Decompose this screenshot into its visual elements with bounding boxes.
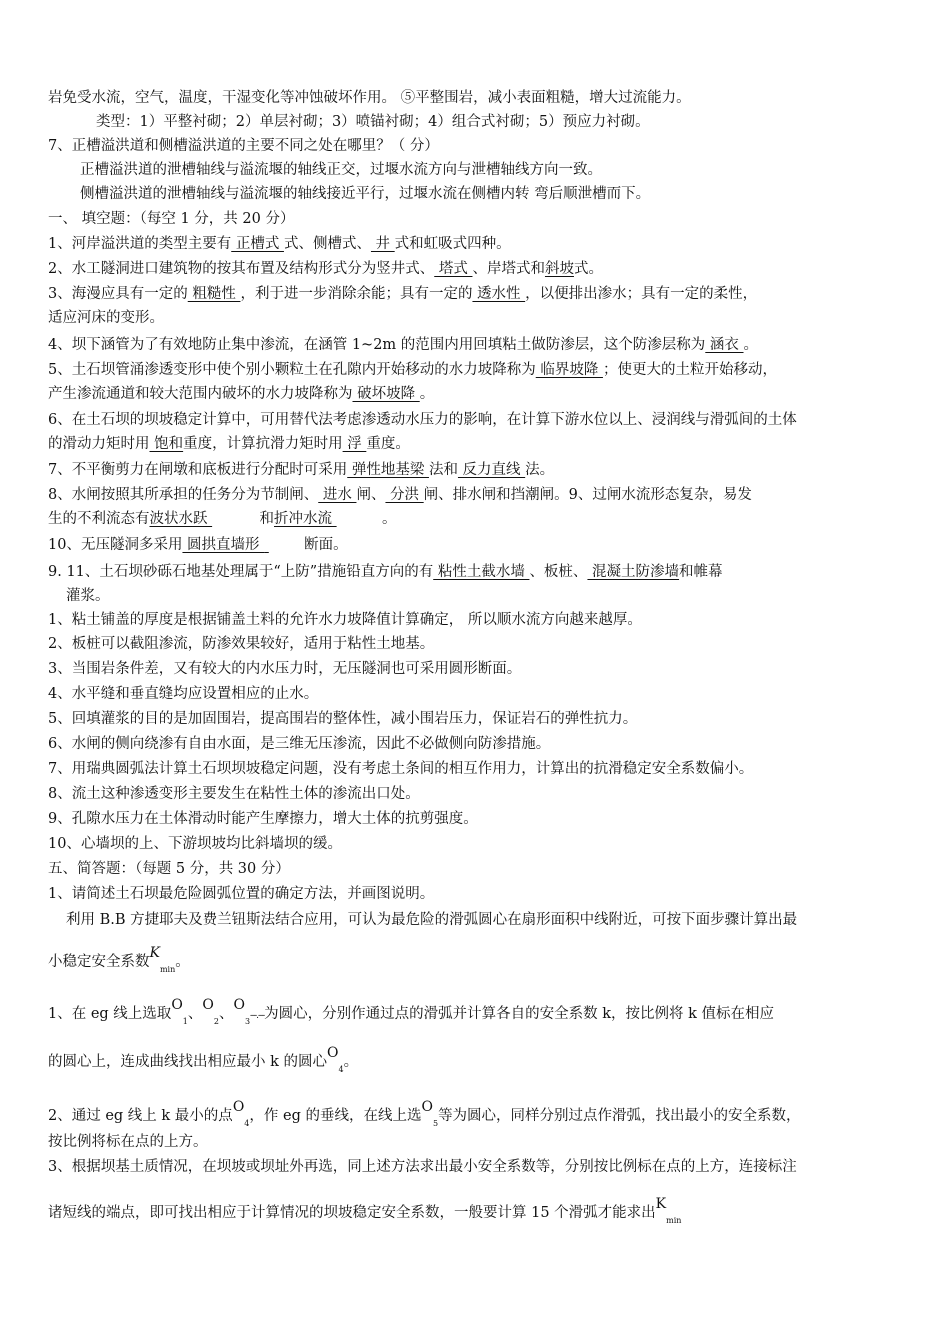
answer-blank: 临界坡降 bbox=[535, 362, 603, 378]
symbol: O bbox=[327, 1045, 339, 1061]
text: 断面。 bbox=[304, 537, 348, 553]
judgment-item bbox=[48, 809, 908, 829]
text-line bbox=[48, 1099, 908, 1132]
answer-blank: 斜坡 bbox=[544, 261, 574, 277]
answer-blank: 波状水跃 bbox=[149, 511, 208, 527]
text: 。 bbox=[382, 511, 397, 527]
text: 法。 bbox=[525, 462, 555, 478]
text: 1、在 eg 线上选取 bbox=[48, 1006, 172, 1022]
text: 6、水闸的侧向绕渗有自由水面，是三维无压渗流，因此不必做侧向防渗措施。 bbox=[48, 736, 551, 752]
fill-blank-item bbox=[48, 384, 908, 404]
question-heading bbox=[48, 884, 908, 904]
k-min-symbol bbox=[149, 945, 176, 974]
section-heading bbox=[48, 859, 908, 879]
text: 一、 填空题：（每空 1 分，共 20 分） bbox=[48, 211, 295, 227]
symbol: O bbox=[232, 1099, 245, 1115]
text: 4、水平缝和垂直缝均应设置相应的止水。 bbox=[48, 686, 319, 702]
judgment-item bbox=[48, 659, 908, 679]
symbol: O bbox=[171, 997, 183, 1013]
text: 和帷幕 bbox=[679, 564, 723, 580]
text: 3、当围岩条件差，又有较大的内水压力时，无压隧洞也可采用圆形断面。 bbox=[48, 661, 522, 677]
text: 类型：1）平整衬砌；2）单层衬砌；3）喷锚衬砌；4）组合式衬砌；5）预应力衬砌。 bbox=[96, 114, 650, 130]
judgment-item bbox=[48, 684, 908, 704]
text-line bbox=[48, 410, 908, 430]
dashes: ---.--- bbox=[250, 1011, 265, 1021]
question-heading bbox=[48, 136, 908, 156]
judgment-item bbox=[48, 834, 908, 854]
text: 5、回填灌浆的目的是加固围岩，提高围岩的整体性，减小围岩压力，保证岩石的弹性抗力。 bbox=[48, 711, 638, 727]
text: 5、土石坝管涌渗透变形中使个别小颗粒土在孔隙内开始移动的水力坡降称为 bbox=[48, 362, 536, 378]
text: 6、在土石坝的坝坡稳定计算中，可用替代法考虑渗透动水压力的影响，在计算下游水位以上、浸润线与滑弧间的土体 bbox=[48, 412, 797, 428]
text: 正槽溢洪道的泄槽轴线与溢流堰的轴线正交，过堰水流方向与泄槽轴线方向一致。 bbox=[80, 162, 602, 178]
text-line bbox=[48, 1196, 908, 1229]
text: 7、不平衡剪力在闸墩和底板进行分配时可采用 bbox=[48, 462, 348, 478]
symbol: K bbox=[655, 1196, 667, 1212]
text: 。 bbox=[743, 337, 759, 353]
text: 利用 B.B 方捷耶夫及费兰钮斯法结合应用，可认为最危险的滑弧圆心在扇形面积中线附近，可按下面步骤计算出最 bbox=[66, 912, 798, 928]
fill-blank-item bbox=[48, 509, 908, 529]
text: 7、正槽溢洪道和侧槽溢洪道的主要不同之处在哪里？（ 分） bbox=[48, 138, 439, 154]
o1-symbol bbox=[171, 997, 188, 1026]
text-line bbox=[48, 1045, 908, 1078]
text: 、 bbox=[187, 1006, 203, 1022]
text-line bbox=[48, 1157, 908, 1177]
fill-blank-item bbox=[48, 434, 908, 454]
text: 2、通过 eg 线上 k 最小的点 bbox=[48, 1108, 233, 1124]
text: 的圆心上，连成曲线找出相应最小 k 的圆心 bbox=[48, 1054, 328, 1070]
answer-blank: 破坏坡降 bbox=[352, 386, 420, 402]
text: 生的不利流态有 bbox=[48, 511, 150, 527]
fill-blank-item bbox=[48, 562, 908, 582]
k-min-symbol bbox=[655, 1196, 682, 1225]
subscript: 1 bbox=[182, 1016, 188, 1026]
text: 3、根据坝基土质情况，在坝坡或坝址外再选，同上述方法求出最小安全系数等，分别按比例标在点的上方，连接标注 bbox=[48, 1159, 797, 1175]
answer-blank: 塔式 bbox=[434, 261, 473, 277]
text: ，利于进一步消除余能；具有一定的 bbox=[240, 286, 473, 302]
text: 适应河床的变形。 bbox=[48, 310, 164, 326]
text-line bbox=[48, 88, 908, 108]
fill-blank-item bbox=[48, 335, 908, 355]
text: 五、简答题：（每题 5 分，共 30 分） bbox=[48, 861, 290, 877]
answer-blank: 混凝土防渗墙 bbox=[587, 564, 680, 580]
text: 式。 bbox=[573, 261, 603, 277]
o2-symbol bbox=[202, 997, 219, 1026]
judgment-item bbox=[48, 709, 908, 729]
judgment-item bbox=[48, 759, 908, 779]
text: 法和 bbox=[428, 462, 458, 478]
text-line bbox=[80, 160, 940, 180]
subscript: 4 bbox=[338, 1064, 344, 1074]
fill-blank-item bbox=[48, 535, 908, 555]
answer-blank: 折冲水流 bbox=[274, 511, 332, 527]
answer-blank: 弹性地基梁 bbox=[347, 462, 429, 478]
answer-blank: 粗糙性 bbox=[187, 286, 241, 302]
subscript: 5 bbox=[432, 1118, 439, 1128]
answer-blank: 透水性 bbox=[472, 286, 526, 302]
text: 。 bbox=[419, 386, 435, 402]
o4-symbol bbox=[232, 1099, 250, 1128]
text: 9. 11、土石坝砂砾石地基处理属于“上防”措施铅直方向的有 bbox=[48, 564, 434, 580]
text: 式、侧槽式、 bbox=[283, 236, 371, 252]
text: 重度。 bbox=[366, 436, 410, 452]
text: 8、流土这种渗透变形主要发生在粘性土体的渗流出口处。 bbox=[48, 786, 420, 802]
text-line bbox=[48, 945, 908, 978]
text: 式和虹吸式四种。 bbox=[394, 236, 511, 252]
text: ，作 eg 的垂线，在线上选 bbox=[249, 1108, 422, 1124]
symbol: O bbox=[421, 1099, 433, 1115]
text: 的滑动力矩时用 bbox=[48, 436, 150, 452]
text: 10、心墙坝的上、下游坝坡均比斜墙坝的缓。 bbox=[48, 836, 342, 852]
o3-symbol bbox=[233, 997, 265, 1026]
answer-blank: 饱和 bbox=[149, 436, 184, 452]
symbol: K bbox=[149, 945, 160, 961]
text: 8、水闸按照其所承担的任务分为节制闸、 bbox=[48, 487, 319, 503]
answer-blank: 涵衣 bbox=[705, 337, 744, 353]
fill-blank-item bbox=[48, 234, 908, 254]
fill-blank-item bbox=[48, 284, 908, 304]
o4-symbol bbox=[327, 1045, 344, 1074]
text-line bbox=[96, 112, 950, 132]
text: 侧槽溢洪道的泄槽轴线与溢流堰的轴线接近平行，过堰水流在侧槽内转 弯后顺泄槽而下。 bbox=[80, 186, 651, 202]
text: 为圆心，分别作通过点的滑弧并计算各自的安全系数 k，按比例将 k 值标在相应 bbox=[264, 1006, 775, 1022]
answer-blank: 浮 bbox=[342, 436, 367, 452]
judgment-item bbox=[48, 634, 908, 654]
symbol: O bbox=[233, 997, 245, 1013]
text-line bbox=[48, 308, 908, 328]
fill-blank-item bbox=[48, 460, 908, 480]
answer-blank: 井 bbox=[370, 236, 395, 252]
judgment-item bbox=[48, 784, 908, 804]
text: 。 bbox=[343, 1054, 359, 1070]
o5-symbol bbox=[421, 1099, 439, 1128]
text: 小稳定安全系数 bbox=[48, 954, 150, 970]
fill-blank-item bbox=[48, 485, 908, 505]
text: 按比例将标在点的上方。 bbox=[48, 1134, 208, 1150]
text: 、 bbox=[218, 1006, 234, 1022]
text: 9、孔隙水压力在土体滑动时能产生摩擦力，增大土体的抗剪强度。 bbox=[48, 811, 478, 827]
text: 4、坝下涵管为了有效地防止集中渗流，在涵管 1~2m 的范围内用回填粘土做防渗层，这个防渗层称为 bbox=[48, 337, 706, 353]
text: 7、用瑞典圆弧法计算土石坝坝坡稳定问题，没有考虑土条间的相互作用力，计算出的抗滑稳定安全系数偏小。 bbox=[48, 761, 754, 777]
subscript: 3 bbox=[244, 1016, 251, 1026]
text: 1、粘土铺盖的厚度是根据铺盖土料的允许水力坡降值计算确定， 所以顺水流方向越来越厚。 bbox=[48, 612, 642, 628]
subscript: min bbox=[666, 1215, 682, 1225]
text: 闸、排水闸和挡潮闸。9、过闸水流形态复杂，易发 bbox=[423, 487, 752, 503]
text: 、板桩、 bbox=[529, 564, 588, 580]
text: 1、河岸溢洪道的类型主要有 bbox=[48, 236, 232, 252]
symbol: O bbox=[202, 997, 214, 1013]
answer-blank: 分洪 bbox=[385, 487, 424, 503]
answer-blank: 正槽式 bbox=[231, 236, 284, 252]
text: ；使更大的土粒开始移动， bbox=[602, 362, 777, 378]
text: 等为圆心，同样分别过点作滑弧，找出最小的安全系数， bbox=[438, 1108, 801, 1124]
text: 岩免受水流，空气，温度，干湿变化等冲蚀破坏作用。 ⑤平整围岩，减小表面粗糙，增大过流能力。 bbox=[48, 90, 691, 106]
subscript: 4 bbox=[244, 1118, 250, 1128]
text-line bbox=[66, 910, 926, 930]
subscript: 2 bbox=[213, 1016, 219, 1026]
text: 2、板桩可以截阻渗流，防渗效果较好，适用于粘性土地基。 bbox=[48, 636, 435, 652]
section-heading bbox=[48, 209, 908, 229]
fill-blank-item bbox=[48, 360, 908, 380]
text: 1、请简述土石坝最危险圆弧位置的确定方法，并画图说明。 bbox=[48, 886, 435, 902]
text: 、岸塔式和 bbox=[472, 261, 545, 277]
text: 诸短线的端点，即可找出相应于计算情况的坝坡稳定安全系数，一般要计算 15 个滑弧才能求出 bbox=[48, 1205, 656, 1221]
answer-blank: 圆拱直墙形 bbox=[182, 537, 265, 553]
text: 重度，计算抗滑力矩时用 bbox=[183, 436, 343, 452]
text: 闸、 bbox=[356, 487, 386, 503]
text: 灌浆。 bbox=[66, 588, 110, 604]
text-line bbox=[48, 1132, 908, 1152]
text: 10、无压隧洞多采用 bbox=[48, 537, 183, 553]
answer-blank: 反力直线 bbox=[457, 462, 526, 478]
text: 。 bbox=[175, 954, 190, 970]
text: 2、水工隧洞进口建筑物的按其布置及结构形式分为竖井式、 bbox=[48, 261, 435, 277]
answer-blank: 粘性土截水墙 bbox=[433, 564, 530, 580]
text-line bbox=[66, 586, 926, 606]
text: 产生渗流通道和较大范围内破坏的水力坡降称为 bbox=[48, 386, 353, 402]
subscript: min bbox=[159, 964, 176, 974]
judgment-item bbox=[48, 610, 908, 630]
fill-blank-item bbox=[48, 259, 908, 279]
judgment-item bbox=[48, 734, 908, 754]
text-line bbox=[80, 184, 940, 204]
text: 和 bbox=[259, 511, 274, 527]
text: ，以便排出渗水；具有一定的柔性， bbox=[525, 286, 758, 302]
answer-blank: 进水 bbox=[318, 487, 357, 503]
text-line bbox=[48, 997, 908, 1030]
text: 3、海漫应具有一定的 bbox=[48, 286, 188, 302]
